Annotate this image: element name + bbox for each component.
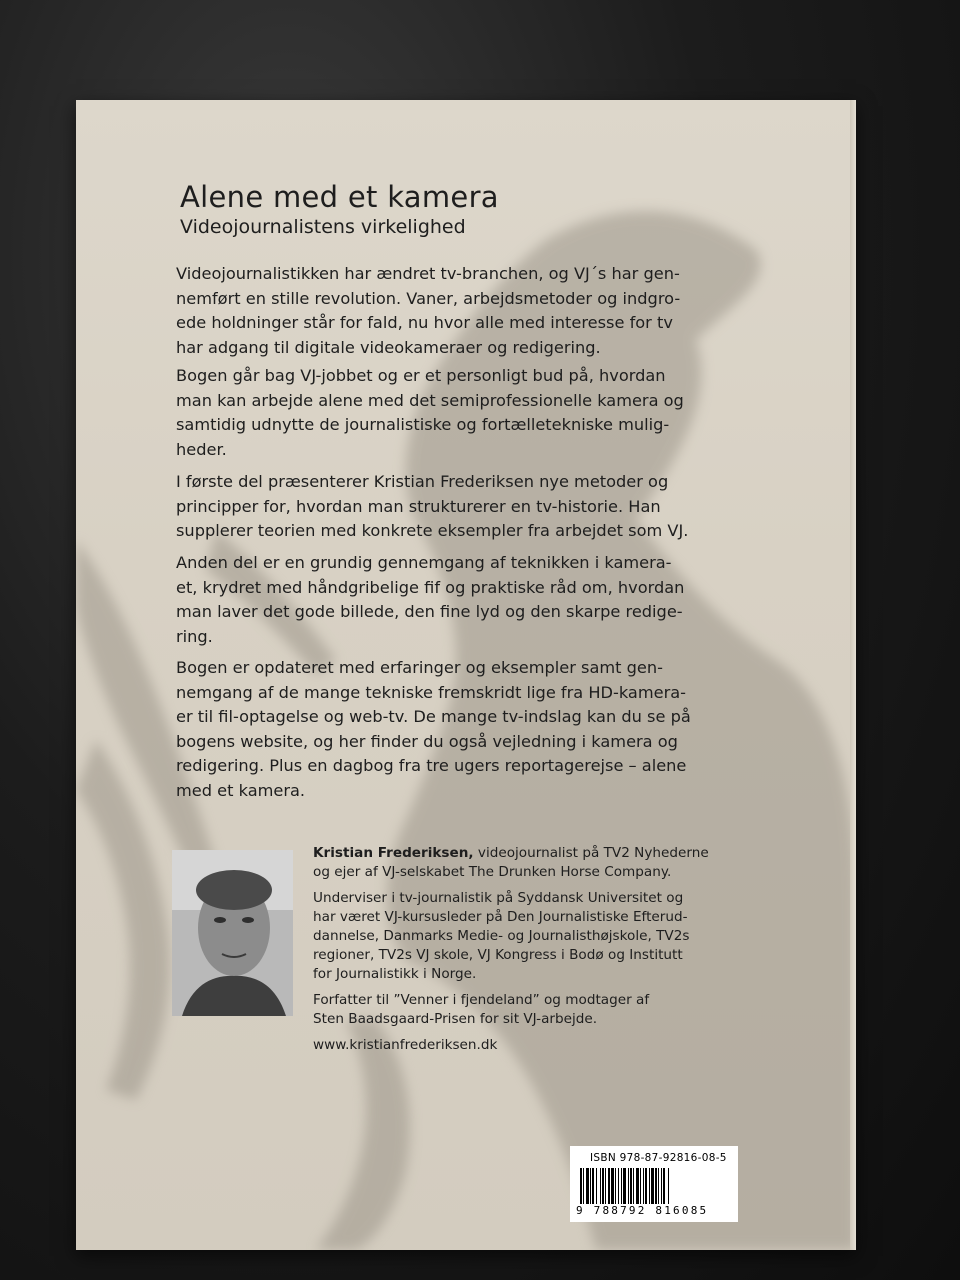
text-line: ring. <box>176 626 213 646</box>
text-line: har været VJ-kursusleder på Den Journalistiske Efterud- <box>313 909 688 925</box>
text-line: nemgang af de mange tekniske fremskridt lige fra HD-kamera- <box>176 682 686 702</box>
author-portrait-image <box>172 850 293 1016</box>
text-line: for Journalistikk i Norge. <box>313 966 477 982</box>
blurb-paragraph-4 <box>176 551 716 649</box>
barcode-bar <box>663 1168 665 1204</box>
barcode-bar <box>602 1168 604 1204</box>
text-line: man kan arbejde alene med det semiprofessionelle kamera og <box>176 390 684 410</box>
author-name: Kristian Frederiksen, <box>313 845 474 861</box>
text-line: et, krydret med håndgribelige fif og praktiske råd om, hvordan <box>176 577 685 597</box>
author-bio <box>313 844 773 1062</box>
barcode-bars <box>576 1168 732 1204</box>
text-line: I første del præsenterer Kristian Frederiksen nye metoder og <box>176 472 669 491</box>
text-line: heder. <box>176 439 227 459</box>
blurb-paragraph-5 <box>176 656 716 803</box>
author-photo <box>172 850 293 1016</box>
blurb-paragraph-3 <box>176 470 716 544</box>
bio-author-works <box>313 991 773 1029</box>
bio-intro-line2: og ejer af VJ-selskabet The Drunken Horse Company. <box>313 864 672 880</box>
barcode-bar <box>621 1168 622 1204</box>
barcode-bar <box>658 1168 659 1204</box>
barcode-bar <box>605 1168 606 1204</box>
barcode-bar <box>611 1168 614 1204</box>
barcode-bar <box>628 1168 629 1204</box>
barcode-number: 9 788792 816085 <box>576 1204 709 1217</box>
cover-content <box>76 100 856 1250</box>
barcode-bar <box>630 1168 632 1204</box>
barcode-bar <box>640 1168 641 1204</box>
barcode-bar <box>668 1168 669 1204</box>
barcode-bar <box>592 1168 594 1204</box>
text-line: dannelse, Danmarks Medie- og Journalisthøjskole, TV2s <box>313 928 690 944</box>
barcode-bar <box>661 1168 662 1204</box>
barcode-bar <box>580 1168 582 1204</box>
text-line: supplerer teorien med konkrete eksempler fra arbejdet som VJ. <box>176 521 689 540</box>
barcode-bar <box>651 1168 654 1204</box>
text-line: Bogen er opdateret med erfaringer og eksempler samt gen- <box>176 658 663 677</box>
isbn-barcode <box>570 1146 738 1222</box>
barcode-bar <box>583 1168 584 1204</box>
barcode-bar <box>586 1168 589 1204</box>
text-line: Bogen går bag VJ-jobbet og er et personligt bud på, hvordan <box>176 366 666 385</box>
blurb-paragraph-1 <box>176 262 716 360</box>
barcode-bar <box>633 1168 634 1204</box>
text-line: Forfatter til ”Venner i fjendeland” og modtager af <box>313 992 650 1008</box>
barcode-bar <box>615 1168 616 1204</box>
bio-intro-rest: videojournalist på TV2 Nyhederne <box>473 845 709 861</box>
author-website: www.kristianfrederiksen.dk <box>313 1037 498 1053</box>
book-title: Alene med et kamera <box>180 180 499 214</box>
book-back-cover <box>76 100 856 1250</box>
barcode-bar <box>608 1168 610 1204</box>
barcode-bar <box>618 1168 619 1204</box>
barcode-bar <box>590 1168 591 1204</box>
text-line: bogens website, og her finder du også vejledning i kamera og <box>176 731 678 751</box>
text-line: ede holdninger står for fald, nu hvor alle med interesse for tv <box>176 313 673 332</box>
barcode-bar <box>636 1168 639 1204</box>
text-line: redigering. Plus en dagbog fra tre ugers reportagerejse – alene <box>176 756 687 775</box>
text-line: regioner, TV2s VJ skole, VJ Kongress i Bodø og Institutt <box>313 947 683 963</box>
text-line: med et kamera. <box>176 780 306 800</box>
barcode-bar <box>623 1168 626 1204</box>
barcode-bar <box>596 1168 597 1204</box>
barcode-bar <box>655 1168 657 1204</box>
text-line: nemført en stille revolution. Vaner, arbejdsmetoder og indgro- <box>176 288 681 308</box>
bio-teaching <box>313 889 773 984</box>
barcode-bar <box>645 1168 647 1204</box>
bio-intro <box>313 844 773 882</box>
text-line: Underviser i tv-journalistik på Syddansk Universitet og <box>313 890 684 906</box>
text-line: har adgang til digitale videokameraer og redigering. <box>176 337 601 357</box>
blurb-paragraph-2 <box>176 364 716 462</box>
text-line: Anden del er en grundig gennemgang af teknikken i kamera- <box>176 553 672 572</box>
text-line: man laver det gode billede, den fine lyd og den skarpe redige- <box>176 602 683 621</box>
cover-edge <box>850 100 856 1250</box>
barcode-bar <box>643 1168 644 1204</box>
barcode-bar <box>600 1168 601 1204</box>
text-line: samtidig udnytte de journalistiske og fortælletekniske mulig- <box>176 415 670 434</box>
text-line: Sten Baadsgaard-Prisen for sit VJ-arbejde. <box>313 1011 598 1027</box>
text-line: principper for, hvordan man strukturerer en tv-historie. Han <box>176 496 661 516</box>
text-line: Videojournalistikken har ændret tv-branchen, og VJ´s har gen- <box>176 264 680 283</box>
book-subtitle: Videojournalistens virkelighed <box>180 216 466 238</box>
barcode-bar <box>649 1168 650 1204</box>
isbn-label: ISBN 978-87-92816-08-5 <box>590 1152 727 1164</box>
text-line: er til fil-optagelse og web-tv. De mange tv-indslag kan du se på <box>176 707 691 726</box>
